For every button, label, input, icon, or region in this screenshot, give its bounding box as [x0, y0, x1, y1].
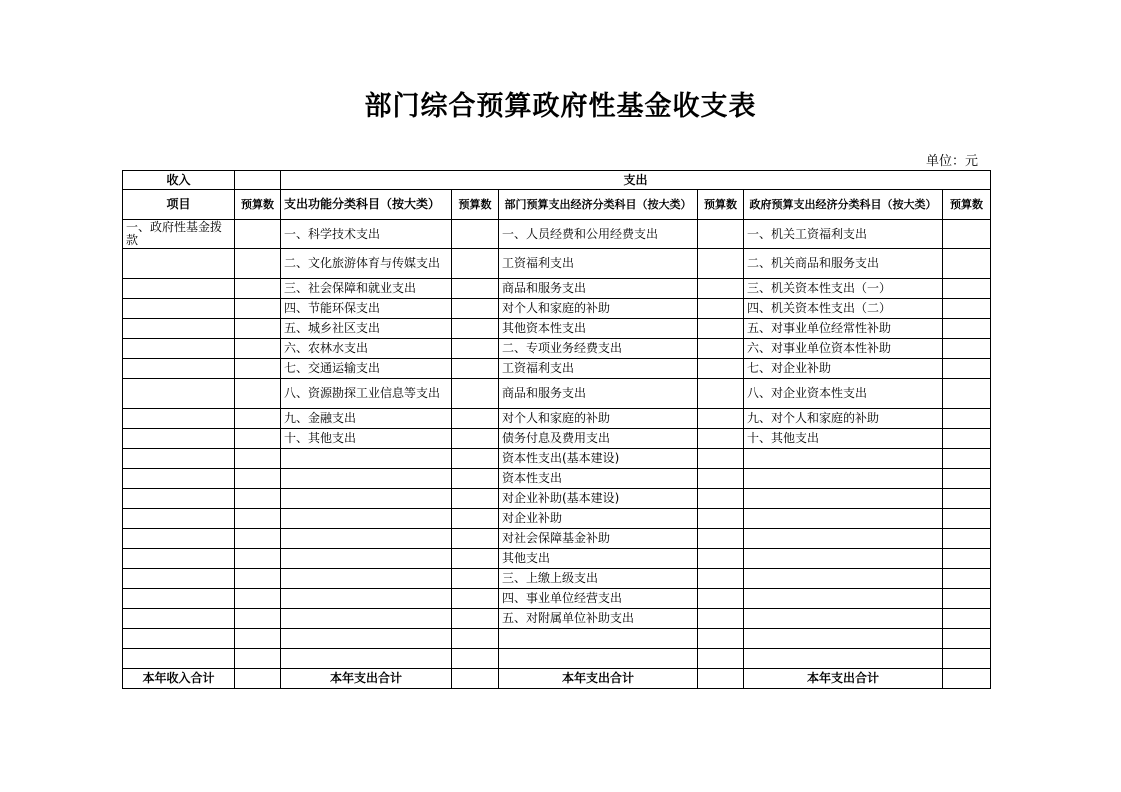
gov-econ-item-cell: 一、机关工资福利支出 [744, 220, 943, 249]
dept-econ-item-cell: 工资福利支出 [499, 359, 698, 379]
functional-budget-cell [452, 359, 499, 379]
dept-econ-column-header: 部门预算支出经济分类科目（按大类） [499, 190, 698, 220]
dept-econ-item-cell: 资本性支出 [499, 469, 698, 489]
table-row [123, 319, 991, 339]
table-row [123, 549, 991, 569]
income-budget-cell [235, 549, 281, 569]
functional-budget-cell [452, 609, 499, 629]
gov-econ-item-cell: 九、对个人和家庭的补助 [744, 409, 943, 429]
dept-econ-item-cell: 其他资本性支出 [499, 319, 698, 339]
dept-budget-cell [698, 220, 744, 249]
dept-econ-item-cell: 二、专项业务经费支出 [499, 339, 698, 359]
dept-budget-cell [698, 449, 744, 469]
dept-budget-cell [698, 629, 744, 649]
gov-econ-item-cell: 十、其他支出 [744, 429, 943, 449]
page-title: 部门综合预算政府性基金收支表 [364, 91, 757, 122]
functional-column-header: 支出功能分类科目（按大类） [281, 190, 452, 220]
dept-total-value [698, 669, 744, 689]
gov-econ-item-cell: 七、对企业补助 [744, 359, 943, 379]
gov-budget-cell [943, 449, 991, 469]
functional-item-cell [281, 569, 452, 589]
table-body [123, 220, 991, 669]
dept-budget-cell [698, 649, 744, 669]
income-budget-cell [235, 629, 281, 649]
income-item-cell [123, 409, 235, 429]
table-row [123, 589, 991, 609]
dept-econ-item-cell: 一、人员经费和公用经费支出 [499, 220, 698, 249]
gov-econ-item-cell [744, 589, 943, 609]
dept-budget-column-header: 预算数 [698, 190, 744, 220]
income-item-cell [123, 279, 235, 299]
income-item-cell [123, 509, 235, 529]
income-item-cell [123, 649, 235, 669]
table-row [123, 609, 991, 629]
gov-budget-cell [943, 429, 991, 449]
gov-econ-item-cell: 三、机关资本性支出（一） [744, 279, 943, 299]
functional-budget-cell [452, 489, 499, 509]
functional-item-cell: 八、资源勘探工业信息等支出 [281, 379, 452, 409]
functional-item-cell: 四、节能环保支出 [281, 299, 452, 319]
gov-econ-item-cell: 六、对事业单位资本性补助 [744, 339, 943, 359]
gov-budget-cell [943, 299, 991, 319]
income-item-cell [123, 249, 235, 279]
gov-budget-cell [943, 629, 991, 649]
income-item-cell [123, 319, 235, 339]
income-budget-cell [235, 609, 281, 629]
income-budget-cell [235, 429, 281, 449]
dept-budget-cell [698, 569, 744, 589]
income-item-cell [123, 489, 235, 509]
income-budget-cell [235, 489, 281, 509]
functional-budget-cell [452, 249, 499, 279]
table-row [123, 569, 991, 589]
functional-item-cell: 五、城乡社区支出 [281, 319, 452, 339]
income-budget-cell [235, 449, 281, 469]
dept-budget-cell [698, 299, 744, 319]
table-row [123, 629, 991, 649]
gov-econ-item-cell [744, 489, 943, 509]
income-item-cell [123, 359, 235, 379]
dept-econ-item-cell: 资本性支出(基本建设) [499, 449, 698, 469]
dept-econ-item-cell: 五、对附属单位补助支出 [499, 609, 698, 629]
dept-econ-item-cell: 对个人和家庭的补助 [499, 299, 698, 319]
gov-budget-cell [943, 609, 991, 629]
table-row [123, 249, 991, 279]
gov-econ-item-cell [744, 549, 943, 569]
income-budget-cell [235, 279, 281, 299]
functional-budget-cell [452, 319, 499, 339]
income-budget-column-header: 预算数 [235, 190, 281, 220]
income-item-cell [123, 299, 235, 319]
functional-item-cell: 一、科学技术支出 [281, 220, 452, 249]
functional-budget-cell [452, 589, 499, 609]
gov-budget-cell [943, 409, 991, 429]
income-item-cell [123, 449, 235, 469]
gov-budget-cell [943, 279, 991, 299]
income-item-cell [123, 339, 235, 359]
income-budget-cell [235, 249, 281, 279]
gov-econ-item-cell: 二、机关商品和服务支出 [744, 249, 943, 279]
income-budget-cell [235, 409, 281, 429]
gov-econ-item-cell [744, 509, 943, 529]
functional-budget-cell [452, 469, 499, 489]
income-item-cell [123, 379, 235, 409]
income-budget-cell [235, 359, 281, 379]
functional-item-cell [281, 449, 452, 469]
gov-econ-item-cell: 五、对事业单位经常性补助 [744, 319, 943, 339]
dept-econ-item-cell [499, 629, 698, 649]
dept-econ-item-cell: 对企业补助 [499, 509, 698, 529]
gov-econ-column-header: 政府预算支出经济分类科目（按大类） [744, 190, 943, 220]
gov-budget-cell [943, 649, 991, 669]
gov-budget-cell [943, 319, 991, 339]
item-column-header: 项目 [123, 190, 235, 220]
dept-budget-cell [698, 529, 744, 549]
table-row [123, 649, 991, 669]
income-budget-cell [235, 649, 281, 669]
functional-budget-cell [452, 299, 499, 319]
table-row [123, 409, 991, 429]
gov-budget-cell [943, 249, 991, 279]
functional-item-cell [281, 529, 452, 549]
dept-budget-cell [698, 319, 744, 339]
income-group-header: 收入 [123, 171, 235, 190]
functional-item-cell [281, 609, 452, 629]
dept-econ-item-cell: 工资福利支出 [499, 249, 698, 279]
income-group-header-blank [235, 171, 281, 190]
functional-budget-cell [452, 549, 499, 569]
dept-econ-item-cell [499, 649, 698, 669]
functional-item-cell: 七、交通运输支出 [281, 359, 452, 379]
functional-budget-cell [452, 279, 499, 299]
gov-budget-cell [943, 359, 991, 379]
functional-item-cell [281, 629, 452, 649]
functional-budget-cell [452, 220, 499, 249]
functional-item-cell: 二、文化旅游体育与传媒支出 [281, 249, 452, 279]
dept-econ-item-cell: 商品和服务支出 [499, 379, 698, 409]
dept-budget-cell [698, 489, 744, 509]
functional-item-cell: 九、金融支出 [281, 409, 452, 429]
functional-budget-cell [452, 409, 499, 429]
table-row [123, 509, 991, 529]
dept-budget-cell [698, 379, 744, 409]
functional-item-cell [281, 589, 452, 609]
functional-item-cell [281, 649, 452, 669]
gov-econ-item-cell [744, 469, 943, 489]
functional-budget-cell [452, 649, 499, 669]
income-item-cell [123, 609, 235, 629]
dept-econ-item-cell: 对个人和家庭的补助 [499, 409, 698, 429]
gov-econ-item-cell [744, 609, 943, 629]
gov-budget-cell [943, 489, 991, 509]
dept-budget-cell [698, 359, 744, 379]
income-budget-cell [235, 469, 281, 489]
income-item-cell [123, 589, 235, 609]
income-budget-cell [235, 319, 281, 339]
functional-item-cell: 十、其他支出 [281, 429, 452, 449]
income-budget-cell [235, 379, 281, 409]
functional-budget-cell [452, 529, 499, 549]
table-row [123, 429, 991, 449]
dept-budget-cell [698, 509, 744, 529]
gov-total-label: 本年支出合计 [744, 669, 943, 689]
gov-budget-cell [943, 589, 991, 609]
gov-econ-item-cell: 八、对企业资本性支出 [744, 379, 943, 409]
dept-econ-item-cell: 其他支出 [499, 549, 698, 569]
dept-econ-item-cell: 债务付息及费用支出 [499, 429, 698, 449]
income-budget-cell [235, 220, 281, 249]
functional-item-cell [281, 489, 452, 509]
income-item-cell [123, 629, 235, 649]
dept-econ-item-cell: 对企业补助(基本建设) [499, 489, 698, 509]
income-budget-cell [235, 569, 281, 589]
table-row [123, 299, 991, 319]
table-row [123, 359, 991, 379]
functional-item-cell: 六、农林水支出 [281, 339, 452, 359]
income-budget-cell [235, 529, 281, 549]
functional-item-cell [281, 549, 452, 569]
gov-budget-cell [943, 379, 991, 409]
income-item-cell [123, 569, 235, 589]
table-row [123, 449, 991, 469]
table-row [123, 339, 991, 359]
gov-budget-cell [943, 469, 991, 489]
functional-budget-cell [452, 629, 499, 649]
dept-econ-item-cell: 三、上缴上级支出 [499, 569, 698, 589]
table-row [123, 469, 991, 489]
table-row [123, 379, 991, 409]
table-row [123, 529, 991, 549]
income-item-cell [123, 529, 235, 549]
gov-econ-item-cell [744, 629, 943, 649]
gov-budget-column-header: 预算数 [943, 190, 991, 220]
gov-econ-item-cell [744, 449, 943, 469]
dept-budget-cell [698, 429, 744, 449]
gov-budget-cell [943, 339, 991, 359]
dept-econ-item-cell: 四、事业单位经营支出 [499, 589, 698, 609]
dept-econ-item-cell: 商品和服务支出 [499, 279, 698, 299]
dept-econ-item-cell: 对社会保障基金补助 [499, 529, 698, 549]
functional-item-cell [281, 509, 452, 529]
dept-budget-cell [698, 339, 744, 359]
dept-total-label: 本年支出合计 [499, 669, 698, 689]
table-row [123, 489, 991, 509]
income-budget-cell [235, 589, 281, 609]
gov-econ-item-cell [744, 649, 943, 669]
functional-item-cell [281, 469, 452, 489]
functional-item-cell: 三、社会保障和就业支出 [281, 279, 452, 299]
income-total-value [235, 669, 281, 689]
functional-budget-cell [452, 429, 499, 449]
income-budget-cell [235, 339, 281, 359]
income-budget-cell [235, 509, 281, 529]
dept-budget-cell [698, 469, 744, 489]
dept-budget-cell [698, 609, 744, 629]
income-item-cell [123, 549, 235, 569]
gov-budget-cell [943, 569, 991, 589]
income-item-cell [123, 429, 235, 449]
gov-econ-item-cell [744, 569, 943, 589]
gov-budget-cell [943, 509, 991, 529]
func-total-value [452, 669, 499, 689]
income-item-cell [123, 469, 235, 489]
dept-budget-cell [698, 549, 744, 569]
functional-budget-cell [452, 379, 499, 409]
functional-budget-cell [452, 449, 499, 469]
functional-budget-cell [452, 339, 499, 359]
budget-table [122, 170, 991, 689]
table-row [123, 220, 991, 249]
functional-budget-cell [452, 509, 499, 529]
gov-budget-cell [943, 529, 991, 549]
income-item-cell: 一、政府性基金拨款 [123, 220, 235, 249]
expense-group-header: 支出 [281, 171, 991, 190]
dept-budget-cell [698, 249, 744, 279]
dept-budget-cell [698, 279, 744, 299]
dept-budget-cell [698, 589, 744, 609]
table-row [123, 279, 991, 299]
income-total-label: 本年收入合计 [123, 669, 235, 689]
gov-total-value [943, 669, 991, 689]
functional-budget-cell [452, 569, 499, 589]
gov-econ-item-cell: 四、机关资本性支出（二） [744, 299, 943, 319]
gov-budget-cell [943, 549, 991, 569]
functional-budget-column-header: 预算数 [452, 190, 499, 220]
income-budget-cell [235, 299, 281, 319]
func-total-label: 本年支出合计 [281, 669, 452, 689]
gov-econ-item-cell [744, 529, 943, 549]
gov-budget-cell [943, 220, 991, 249]
unit-label: 单位：元 [926, 154, 979, 169]
dept-budget-cell [698, 409, 744, 429]
